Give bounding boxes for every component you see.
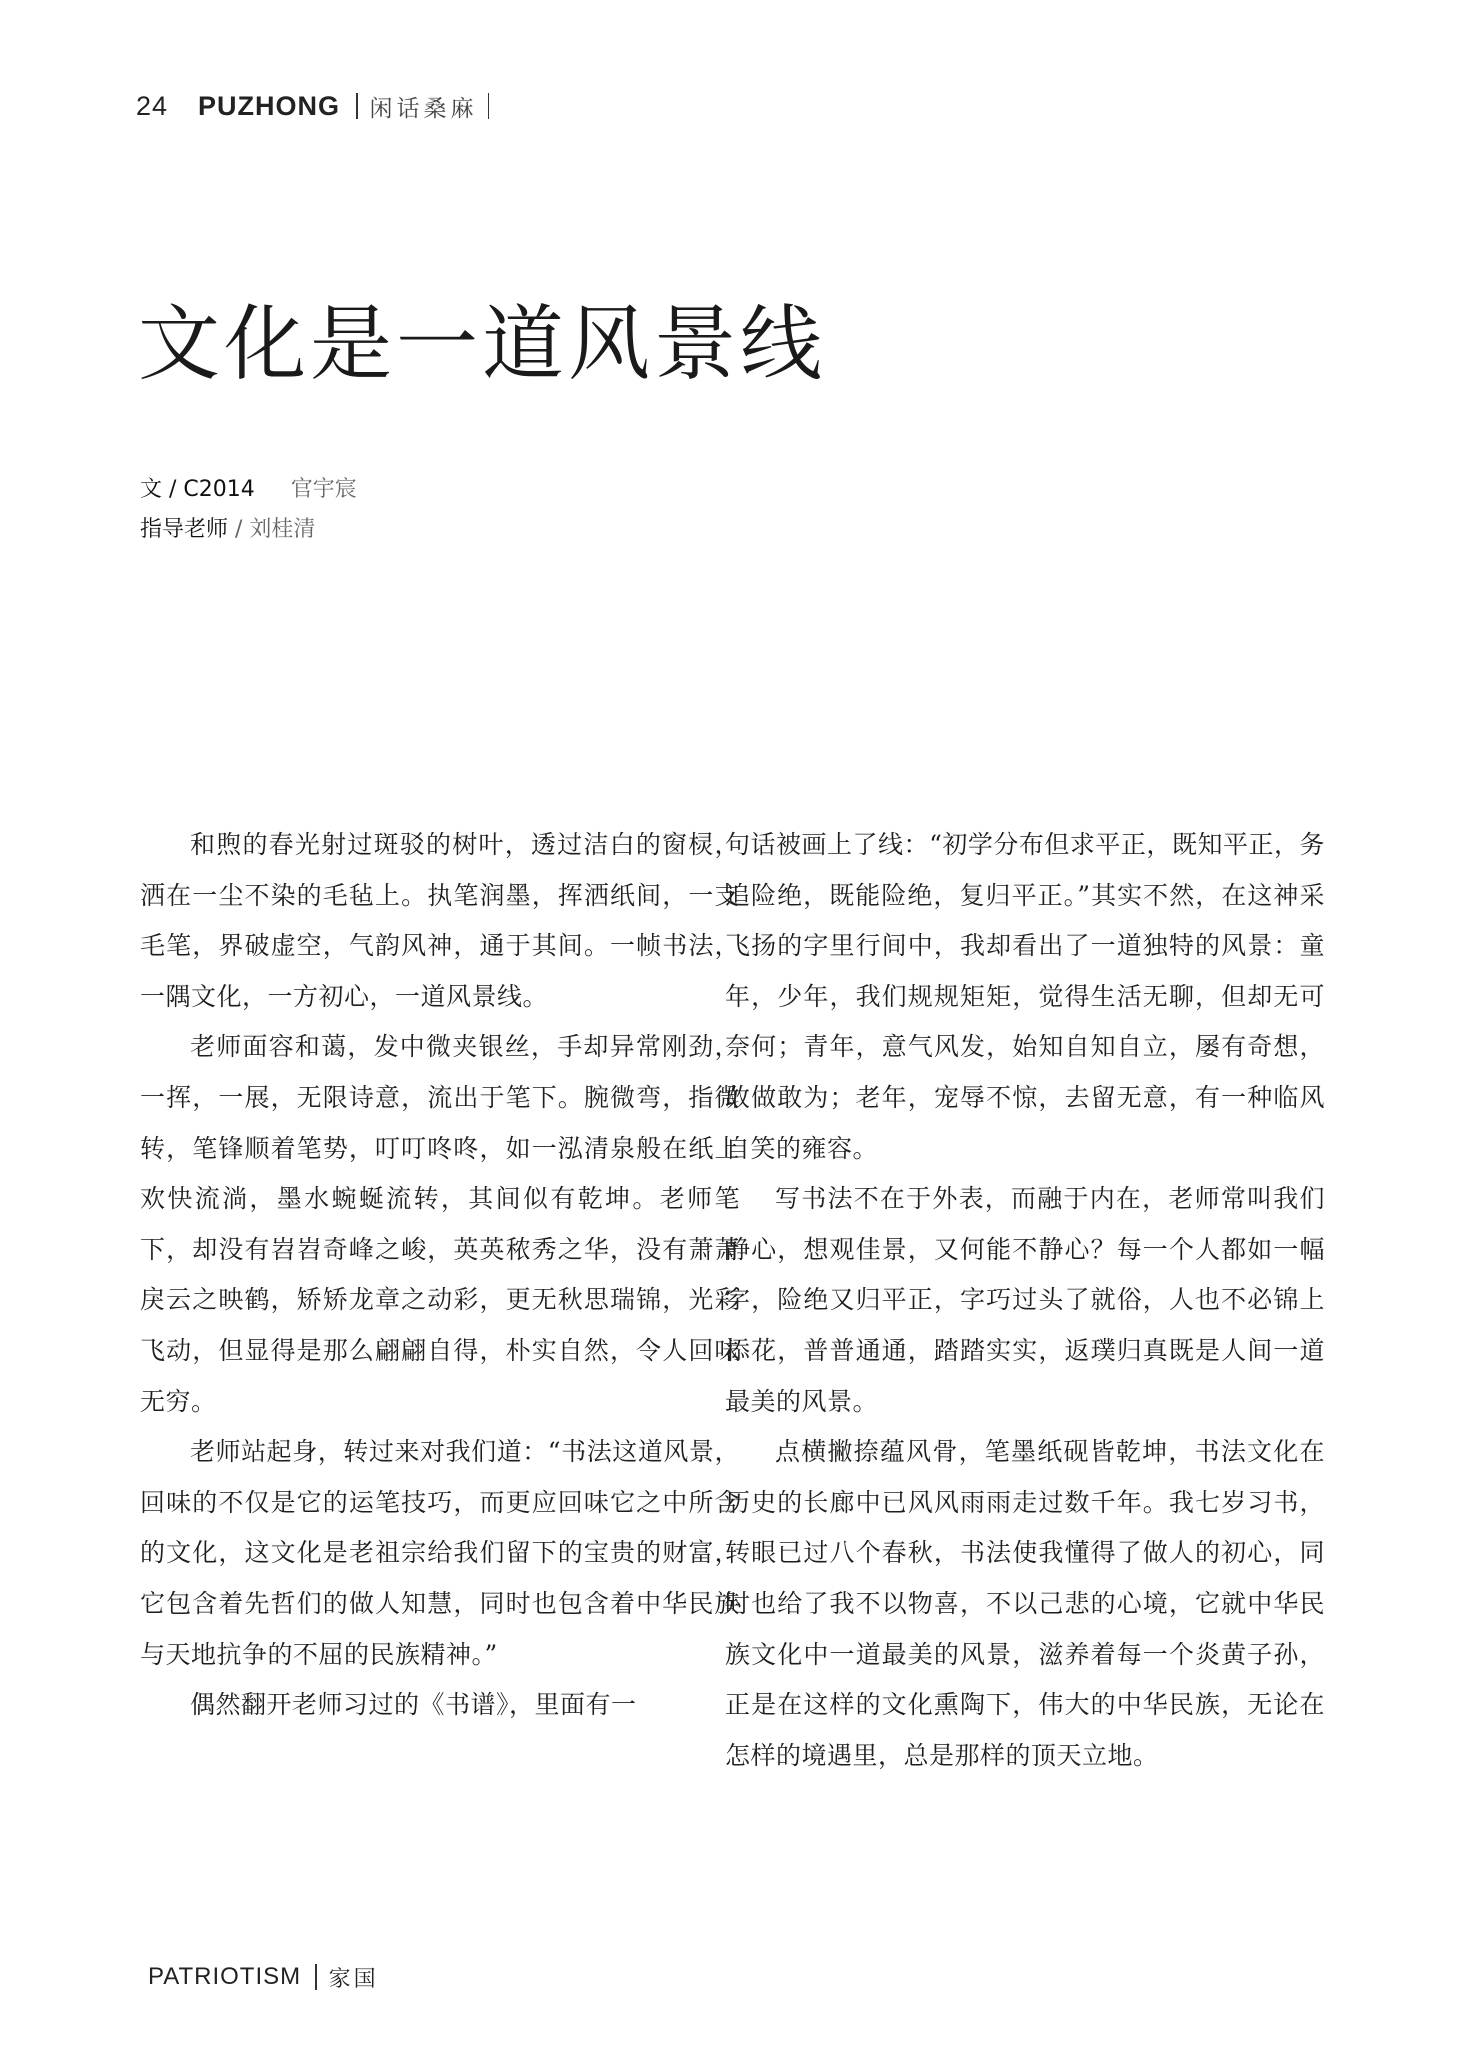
author-line: [140, 470, 357, 510]
header-divider-end: [488, 93, 490, 119]
header-divider: [356, 93, 358, 119]
body-column-right: [725, 820, 1325, 1781]
author-label: 文 / C2014: [140, 477, 255, 502]
page-number: 24: [136, 90, 169, 121]
running-footer: [148, 1960, 379, 1994]
paragraph: 点横撇捺蕴风骨，笔墨纸砚皆乾坤，书法文化在历史的长廊中已风风雨雨走过数千年。我七岁习书，转眼已过八个春秋，书法使我懂得了做人的初心，同时也给了我不以物喜，不以己悲的心境，它就中华民族文化中一道最美的风景，滋养着每一个炎黄子孙，正是在这样的文化熏陶下，伟大的中华民族，无论在怎样的境遇里，总是那样的顶天立地。: [725, 1437, 1325, 1770]
advisor-label: 指导老师: [140, 517, 229, 542]
paragraph: 老师面容和蔼，发中微夹银丝，手却异常刚劲，一挥，一展，无限诗意，流出于笔下。腕微弯，指微转，笔锋顺着笔势，叮叮咚咚，如一泓清泉般在纸上欢快流淌，墨水蜿蜒流转，其间似有乾坤。老师笔下，却没有岧岧奇峰之峻，英英秾秀之华，没有萧萧戾云之映鹤，矫矫龙章之动彩，更无秋思瑞锦，光彩飞动，但显得是那么翩翩自得，朴实自然，令人回味无穷。: [140, 1032, 740, 1416]
body-column-left: [140, 820, 740, 1731]
paragraph: 和煦的春光射过斑驳的树叶，透过洁白的窗棂，洒在一尘不染的毛毡上。执笔润墨，挥洒纸间，一支毛笔，界破虚空，气韵风神，通于其间。一帧书法，一隅文化，一方初心，一道风景线。: [140, 830, 740, 1011]
paragraph: 写书法不在于外表，而融于内在，老师常叫我们静心，想观佳景，又何能不静心？每一个人都如一幅字，险绝又归平正，字巧过头了就俗，人也不必锦上添花，普普通通，踏踏实实，返璞归真既是人间一道最美的风景。: [725, 1184, 1325, 1416]
paragraph: 偶然翻开老师习过的《书谱》，里面有一: [190, 1690, 637, 1720]
byline: [140, 470, 357, 550]
running-header: [136, 86, 489, 126]
paragraph: 句话被画上了线：“初学分布但求平正，既知平正，务追险绝，既能险绝，复归平正。”其实不然，在这神采飞扬的字里行间中，我却看出了一道独特的风景：童年，少年，我们规规矩矩，觉得生活无聊，但却无可奈何；青年，意气风发，始知自知自立，屡有奇想，敢做敢为；老年，宠辱不惊，去留无意，有一种临风自笑的雍容。: [725, 830, 1325, 1163]
magazine-name: PUZHONG: [198, 90, 341, 121]
footer-section-en: PATRIOTISM: [148, 1963, 302, 1990]
section-name: 闲话桑麻: [369, 95, 478, 122]
footer-divider: [315, 1964, 317, 1990]
paragraph: 老师站起身，转过来对我们道：“书法这道风景，回味的不仅是它的运笔技巧，而更应回味它之中所含的文化，这文化是老祖宗给我们留下的宝贵的财富，它包含着先哲们的做人知慧，同时也包含着中华民族与天地抗争的不屈的民族精神。”: [140, 1437, 740, 1669]
footer-section-cn: 家国: [328, 1966, 379, 1992]
author-name: 官宇宸: [290, 477, 357, 502]
advisor-line: [140, 510, 357, 550]
article-title: 文化是一道风景线: [138, 297, 827, 392]
advisor-name: / 刘桂清: [235, 517, 316, 542]
